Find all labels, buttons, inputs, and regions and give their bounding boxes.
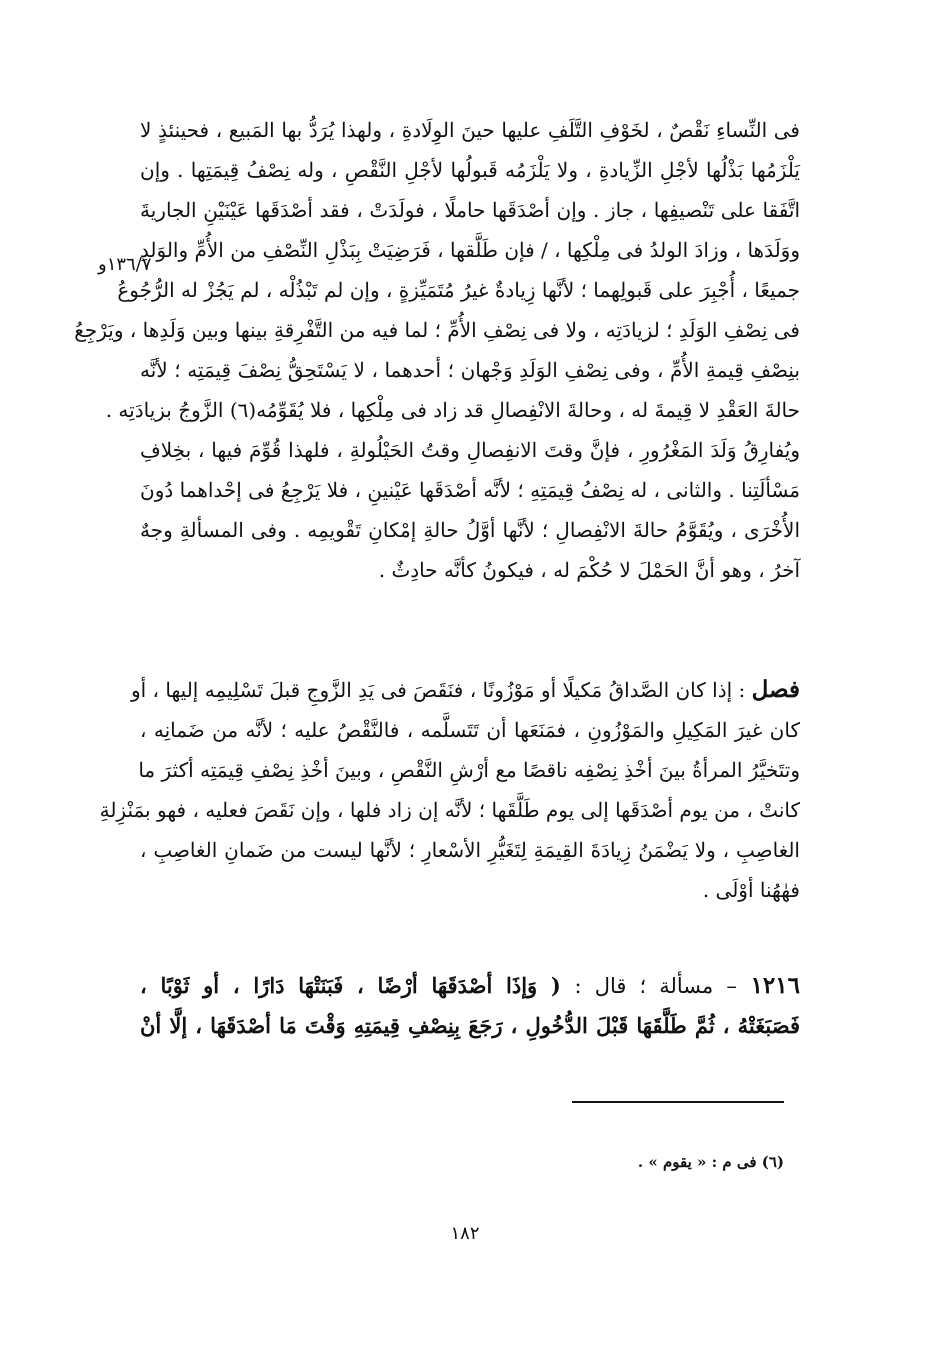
text-line: فى النِّساءِ نَقْصٌ ، لخَوْفِ التَّلَفِ عليها حينَ الوِلَادةِ ، ولهذا يُرَدُّ بها المَبيع ، فحينئذٍ لا — [140, 118, 800, 142]
footnote-rule — [572, 1101, 784, 1103]
text-line: فهٰهُنا أوْلَى . — [702, 878, 800, 902]
section-first-line — [130, 670, 800, 710]
footnote: (٦) فى م : « يقوم » . — [637, 1153, 784, 1171]
text-line: بنِصْفِ قِيمةِ الأُمِّ ، وفى نِصْفِ الوَلَدِ وَجْهان ؛ أحدهما ، لا يَسْتَحِقُّ نِصْفَ قِيمَتِه ؛ لأنَّه — [140, 358, 800, 382]
page-number: ١٨٢ — [450, 1223, 480, 1244]
masala-line-2: فَصَبَغَتْهُ ، ثُمَّ طَلَّقَهَا قَبْلَ الدُّخُولِ ، رَجَعَ بِنِصْفِ قِيمَتِهِ وَقْتَ مَا أصْدَقَهَا ، إلَّا أنْ — [140, 1013, 800, 1038]
text-line: يَلْزَمُها بَذْلُها لأجْلِ الزِّيادةِ ، ولا يَلْزَمُه قَبولُها لأجْلِ النَّقْصِ ، وله نِصْفُ قِيمَتِها . وإن — [140, 158, 800, 182]
masala-text-1: ( وَإذَا أصْدَقَهَا أرْضًا ، فَبَنَتْهَا دَارًا ، أو ثَوْبًا ، — [140, 973, 561, 998]
text-line: الغاصِبِ ، ولا يَضْمَنُ زِيادَةَ القِيمَةِ لِتَغَيُّرِ الأسْعارِ ؛ لأنَّها ليست من ضَمانِ الغاصِبِ ، — [140, 838, 800, 862]
text-line: حالةَ العَقْدِ لا قِيمةَ له ، وحالةَ الانْفِصالِ قد زاد فى مِلْكِها ، فلا يُقَوِّمُه(٦) الزَّوجُ بزيادَتِه . — [105, 398, 800, 422]
masala-line-1 — [140, 966, 800, 1006]
text-line: جميعًا ، أُجْبِرَ على قَبولِهما ؛ لأنَّها زِيادةٌ غيرُ مُتَمَيِّزةٍ ، وإن لم تَبْذُلْه ، لم يَجُزْ له الرُّجُوعُ — [117, 278, 800, 302]
text-line: كانتْ ، من يوم أصْدَقَها إلى يوم طَلَّقَها ؛ لأنَّه إن زاد فلها ، وإن نَقَصَ فعليه ، فهو بمَنْزِلةِ — [99, 798, 800, 822]
text-line: ووَلَدَها ، وزادَ الولدُ فى مِلْكِها ، / فإن طَلَّقها ، فَرَضِيَتْ بِبَذْلِ النِّصْفِ من الأُمِّ والوَلدِ — [139, 238, 800, 262]
margin-reference: ١٣٦/٧و — [98, 254, 152, 275]
section-first-text: : إذا كان الصَّداقُ مَكيلًا أو مَوْزُونًا ، فنَقَصَ فى يَدِ الزَّوجِ قبلَ تَسْلِيمِه إليها ، أو — [130, 678, 746, 702]
masala-number: ١٢١٦ — [750, 972, 800, 999]
text-line: وتتَخيَّرُ المرأةُ بينَ أخْذِ نِصْفِه ناقصًا مع أرْشِ النَّقْصِ ، وبينَ أخْذِ نِصْفِ قِيمَتِه أكثرَ ما — [138, 758, 800, 782]
text-line: اتَّفَقا على تَنْصيفِها ، جاز . وإن أصْدَقَها حاملًا ، فولَدَتْ ، فقد أصْدَقَها عَيْنَيْنِ الجاريةَ — [140, 198, 800, 222]
text-line: مَسْألَتِنا . والثانى ، له نِصْفُ قِيمَتِهِ ؛ لأنَّه أصْدَقَها عَيْنينِ ، فلا يَرْجِعُ فى إحْداهما دُونَ — [140, 478, 800, 502]
text-line: آخرُ ، وهو أنَّ الحَمْلَ لا حُكْمَ له ، فيكونُ كأنَّه حادِثٌ . — [378, 558, 800, 582]
section-fasl — [99, 670, 800, 910]
section-label: فصل — [751, 676, 800, 703]
masala-block — [140, 966, 800, 1046]
text-line: ويُفارِقُ وَلَدَ المَغْرُورِ ، فإنَّ وقتَ الانفِصالِ وقتُ الحَيْلُولةِ ، فلهذا قُوِّمَ فيها ، بخِلافِ — [140, 438, 800, 462]
text-line: الأُخْرَى ، ويُقَوَّمُ حالةَ الانْفِصالِ ؛ لأنَّها أوَّلُ حالةِ إمْكانِ تَقْويمِه . وفى المسألةِ وجهٌ — [140, 518, 801, 542]
text-line: كان غيرَ المَكِيلِ والمَوْزُونِ ، فمَنَعَها أن تَتَسلَّمه ، فالنَّقْصُ عليه ؛ لأنَّه من ضَمانِه ، — [140, 718, 800, 742]
masala-intro: – مسألة ؛ قال : — [574, 974, 737, 998]
text-line: فى نِصْفِ الوَلَدِ ؛ لزيادَتِه ، ولا فى نِصْفِ الأُمِّ ؛ لما فيه من التَّفْرِقةِ بينها وبين وَلَدِها ، ويَرْجِعُ — [74, 318, 800, 342]
